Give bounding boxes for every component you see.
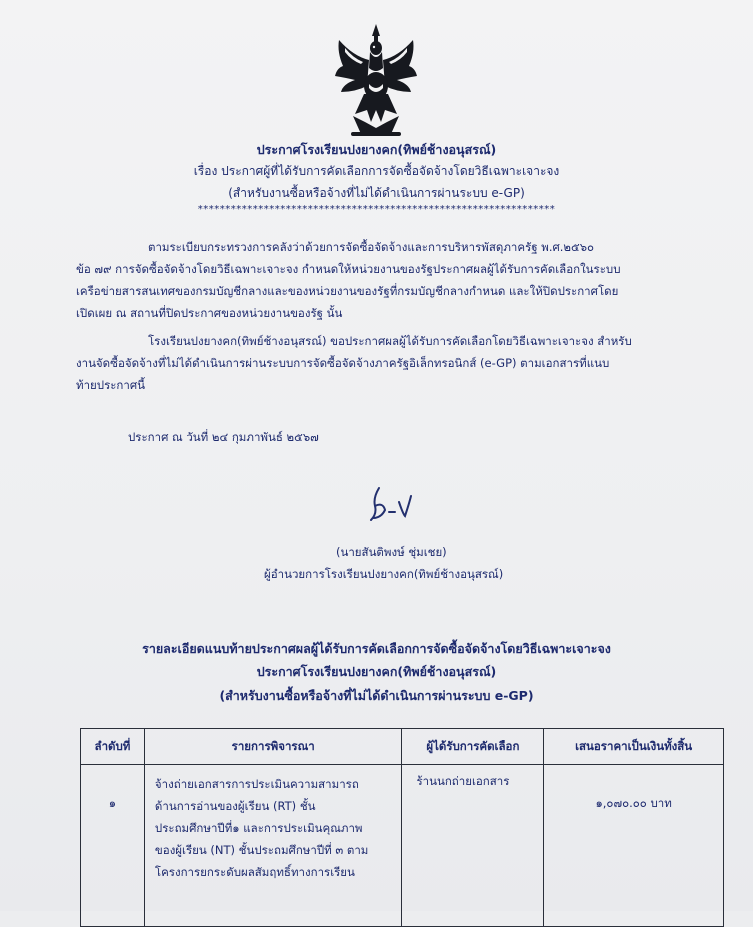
selection-table bbox=[80, 728, 724, 927]
attachment-title-2: ประกาศโรงเรียนปงยางคก(ทิพย์ช้างอนุสรณ์) bbox=[256, 664, 497, 679]
signer-name: (นายสันติพงษ์ ชุ่มเชย) bbox=[336, 545, 447, 559]
column-header-item: รายการพิจารณา bbox=[144, 729, 402, 765]
paragraph-2-line-3: ท้ายประกาศนี้ bbox=[76, 378, 146, 392]
signer-position: ผู้อำนวยการโรงเรียนปงยางคก(ทิพย์ช้างอนุสรณ์) bbox=[264, 567, 504, 581]
attachment-title-1: รายละเอียดแนบท้ายประกาศผลผู้ได้รับการคัดเลือกการจัดซื้อจัดจ้างโดยวิธีเฉพาะเจาะจง bbox=[142, 641, 611, 656]
description-line-5: โครงการยกระดับผลสัมฤทธิ์ทางการเรียน bbox=[154, 865, 355, 879]
document-subject: เรื่อง ประกาศผู้ที่ได้รับการคัดเลือกการจัดซื้อจัดจ้างโดยวิธีเฉพาะเจาะจง bbox=[193, 164, 560, 178]
announcement-date: ประกาศ ณ วันที่ ๒๔ กุมภาพันธ์ ๒๕๖๗ bbox=[128, 430, 319, 444]
document-title: ประกาศโรงเรียนปงยางคก(ทิพย์ช้างอนุสรณ์) bbox=[256, 142, 497, 157]
column-header-vendor: ผู้ได้รับการคัดเลือก bbox=[402, 729, 544, 765]
table-header-row bbox=[81, 729, 724, 765]
row-number bbox=[81, 765, 145, 927]
row-vendor bbox=[402, 765, 544, 927]
column-header-price: เสนอราคาเป็นเงินทั้งสิ้น bbox=[544, 729, 724, 765]
handwritten-signature bbox=[361, 484, 413, 530]
star-divider: ***************************************************************** bbox=[197, 204, 556, 215]
table-row bbox=[81, 765, 724, 927]
price-value: ๑,๐๗๐.๐๐ บาท bbox=[595, 796, 672, 810]
document-note: (สำหรับงานซื้อหรือจ้างที่ไม่ได้ดำเนินการผ่านระบบ e-GP) bbox=[228, 186, 525, 200]
column-header-no: ลำดับที่ bbox=[81, 729, 145, 765]
attachment-title-3: (สำหรับงานซื้อหรือจ้างที่ไม่ได้ดำเนินการผ่านระบบ e-GP) bbox=[219, 688, 534, 703]
paragraph-1-line-4: เปิดเผย ณ สถานที่ปิดประกาศของหน่วยงานของรัฐ นั้น bbox=[76, 306, 343, 320]
paragraph-1-line-2: ข้อ ๗๙ การจัดซื้อจัดจ้างโดยวิธีเฉพาะเจาะจง กำหนดให้หน่วยงานของรัฐประกาศผลผู้ได้รับการคัดเลือกในระบบ bbox=[76, 262, 621, 276]
vendor-name: ร้านนกถ่ายเอกสาร bbox=[416, 774, 510, 788]
row-number-value: ๑ bbox=[108, 796, 117, 810]
description-line-1: จ้างถ่ายเอกสารการประเมินความสามารถ bbox=[154, 777, 359, 791]
paragraph-1-line-1: ตามระเบียบกระทรวงการคลังว่าด้วยการจัดซื้อจัดจ้างและการบริหารพัสดุภาครัฐ พ.ศ.๒๕๖๐ bbox=[148, 240, 595, 254]
description-line-4: ของผู้เรียน (NT) ชั้นประถมศึกษาปีที่ ๓ ตาม bbox=[154, 843, 369, 857]
description-line-2: ด้านการอ่านของผู้เรียน (RT) ชั้น bbox=[154, 799, 316, 813]
garuda-emblem bbox=[333, 22, 419, 138]
row-description bbox=[144, 765, 402, 927]
description-line-3: ประถมศึกษาปีที่๑ และการประเมินคุณภาพ bbox=[154, 821, 363, 835]
paragraph-2-line-1: โรงเรียนปงยางคก(ทิพย์ช้างอนุสรณ์) ขอประกาศผลผู้ได้รับการคัดเลือกโดยวิธีเฉพาะเจาะจง สำหรับ bbox=[148, 334, 632, 348]
paragraph-2-line-2: งานจัดซื้อจัดจ้างที่ไม่ได้ดำเนินการผ่านระบบการจัดซื้อจัดจ้างภาครัฐอิเล็กทรอนิกส์ (e-GP) ตามเอกสารที่แนบ bbox=[76, 356, 610, 370]
paragraph-1-line-3: เครือข่ายสารสนเทศของกรมบัญชีกลางและของหน่วยงานของรัฐที่กรมบัญชีกลางกำหนด และให้ปิดประกาศโดย bbox=[76, 284, 619, 298]
row-price bbox=[544, 765, 724, 927]
